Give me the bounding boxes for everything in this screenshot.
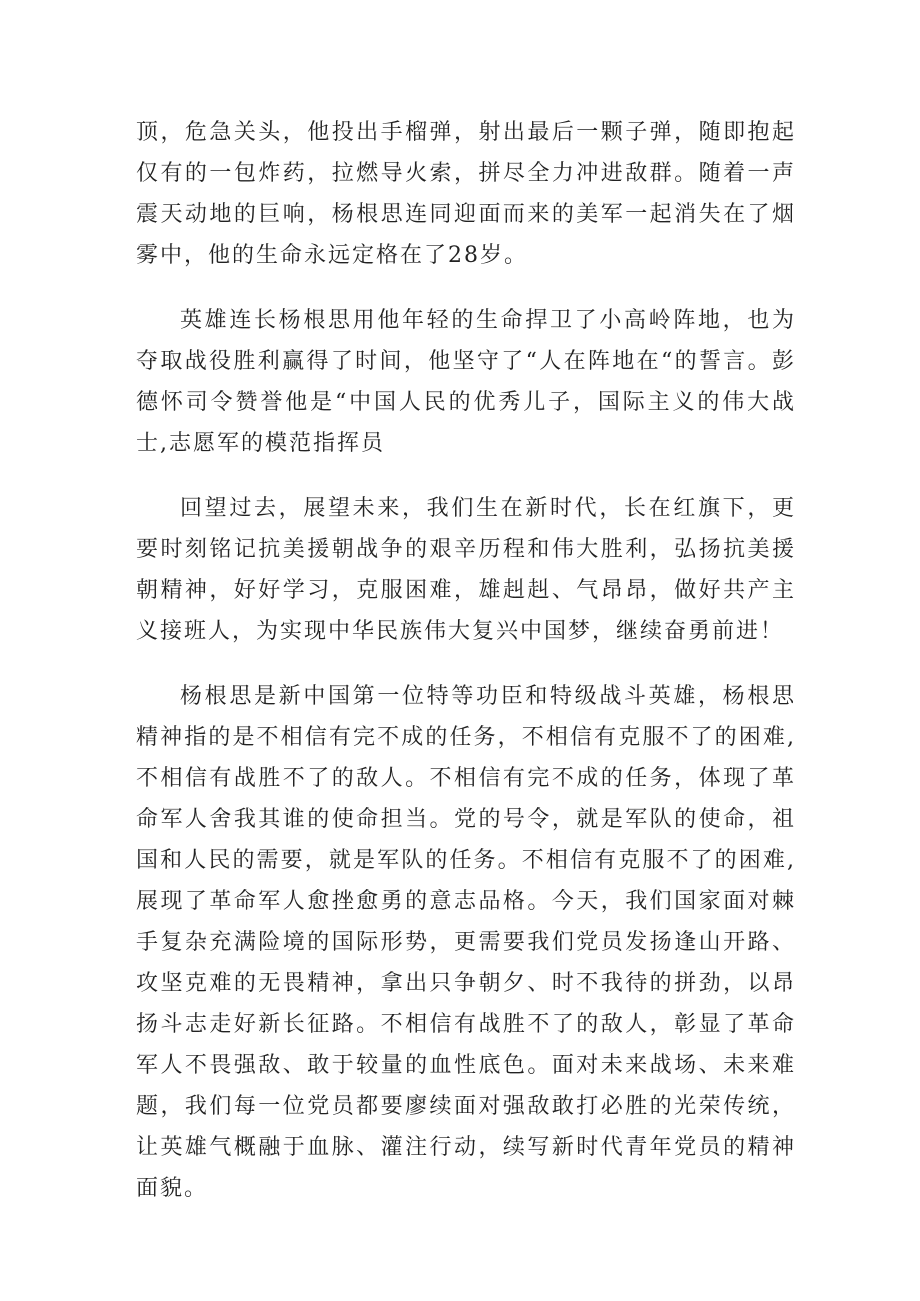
paragraph-hero-commander: 英雄连长杨根思用他年轻的生命捍卫了小高岭阵地，也为夺取战役胜利赢得了时间，他坚守了“人在阵地在“的誓言。彭德怀司令赞誉他是“中国人民的优秀儿子，国际主义的伟大战士,志愿军的模范指挥员 (136, 308, 796, 456)
paragraph-continuation: 顶，危急关头，他投出手榴弹，射出最后一颗子弹，随即抱起仅有的一包炸药，拉燃导火索，拼尽全力冲进敌群。随着一声震天动地的巨响，杨根思连同迎面而来的美军一起消失在了烟雾中，他的生命永远定格在了28岁。 (136, 120, 796, 268)
document-body (136, 112, 796, 1233)
paragraph-looking-back: 回望过去，展望未来，我们生在新时代，长在红旗下，更要时刻铭记抗美援朝战争的艰辛历程和伟大胜利，弘扬抗美援朝精神，好好学习，克服困难，雄赳赳、气昂昂，做好共产主义接班人，为实现中华民族伟大复兴中国梦，继续奋勇前进！ (136, 496, 796, 644)
paragraph-yang-gensi-spirit: 杨根思是新中国第一位特等功臣和特级战斗英雄，杨根思精神指的是不相信有完不成的任务，不相信有克服不了的困难,不相信有战胜不了的敌人。不相信有完不成的任务，体现了革命军人舍我其谁的使命担当。党的号令，就是军队的使命，祖国和人民的需要，就是军队的任务。不相信有克服不了的困难,展现了革命军人愈挫愈勇的意志品格。今天，我们国家面对棘手复杂充满险境的国际形势，更需要我们党员发扬逢山开路、攻坚克难的无畏精神，拿出只争朝夕、时不我待的拼劲，以昂扬斗志走好新长征路。不相信有战胜不了的敌人，彰显了革命军人不畏强敌、敢于较量的血性底色。面对未来战场、未来难题，我们每一位党员都要廖续面对强敌敢打必胜的光荣传统，让英雄气概融于血脉、灌注行动，续写新时代青年党员的精神面貌。 (136, 684, 796, 1201)
